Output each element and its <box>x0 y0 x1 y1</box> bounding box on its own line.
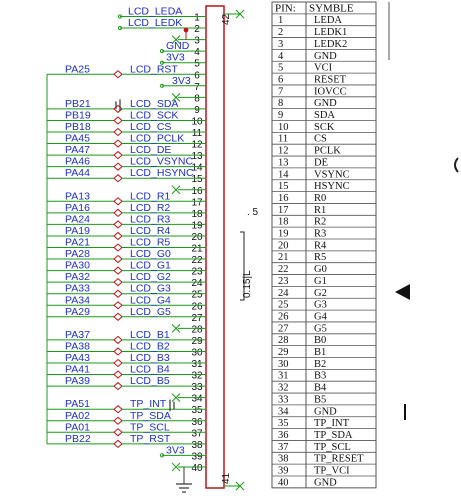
pin-number: 33 <box>191 382 203 394</box>
pin-table-cell-pin: 30 <box>278 358 289 370</box>
pin-table-cell-symbol: R3 <box>314 228 327 240</box>
pin-table-cell-symbol: HSYNC <box>314 181 350 193</box>
pin-number: 12 <box>191 139 203 151</box>
pin-number: 14 <box>191 162 203 174</box>
pin-table-cell-symbol: B5 <box>314 394 327 406</box>
net-label: LCD_SCK <box>130 109 179 122</box>
net-flag <box>114 129 122 136</box>
pin-table-cell-pin: 26 <box>278 311 289 323</box>
pin-table-cell-pin: 3 <box>278 38 284 50</box>
pin-number: 3 <box>194 35 200 47</box>
pin-number: 36 <box>191 416 203 428</box>
net-label: LCD_HSYNC <box>130 167 194 180</box>
mcu-pin-label: PA29 <box>65 305 90 318</box>
pin-table-header-symbol: SYMBLE <box>309 2 354 15</box>
net-label: LCD_DE <box>130 144 172 157</box>
net-label: 3V3 <box>166 51 185 64</box>
mcu-pin-label: PA19 <box>65 224 90 237</box>
pin-table-cell-pin: 34 <box>278 406 289 418</box>
net-label: LCD_B4 <box>130 363 170 376</box>
net-flag <box>114 429 122 436</box>
net-label: 3V3 <box>166 444 185 457</box>
pin-number: 18 <box>191 208 203 220</box>
net-label: LCD_R3 <box>130 213 171 226</box>
pin-number: 19 <box>191 220 203 232</box>
net-flag <box>114 232 122 239</box>
pin-number: 32 <box>191 370 203 382</box>
pin-table-cell-pin: 15 <box>278 181 289 193</box>
pin-table-cell-pin: 17 <box>278 204 289 216</box>
edge-arc <box>455 158 458 172</box>
mcu-pin-label: PA37 <box>65 328 90 341</box>
pin-table-cell-pin: 40 <box>278 477 289 489</box>
pin-table-cell-symbol: RESET <box>314 74 347 86</box>
mcu-pin-label: PA39 <box>65 375 90 388</box>
net-flag <box>114 336 122 343</box>
pin-number: 22 <box>191 255 203 267</box>
pin-number: 11 <box>191 128 203 139</box>
pin-41-number: 41 <box>221 472 232 484</box>
mcu-pin-label: PA01 <box>65 421 90 434</box>
pin-table-header-pin: PIN: <box>275 2 296 15</box>
pin-table-cell-pin: 1 <box>278 15 284 27</box>
pin-table-cell-pin: 18 <box>278 216 289 228</box>
mcu-pin-label: PB21 <box>65 97 91 110</box>
dimension-rot-label: 0.15|L <box>242 270 253 298</box>
pin-table-cell-symbol: B3 <box>314 370 327 382</box>
net-label: LCD_CS <box>130 121 172 133</box>
pin-table-cell-symbol: B2 <box>314 358 327 370</box>
net-flag <box>114 256 122 263</box>
mcu-pin-label: PA28 <box>65 248 90 261</box>
net-flag <box>114 348 122 355</box>
mcu-pin-label: PA51 <box>65 398 90 411</box>
pin-number: 13 <box>191 151 203 163</box>
pin-table-cell-pin: 32 <box>278 382 289 394</box>
pin-table-cell-symbol: SDA <box>314 110 336 121</box>
pin-table-cell-pin: 4 <box>278 50 284 62</box>
pin-table-cell-symbol: GND <box>314 98 337 110</box>
pin-number: 8 <box>194 93 200 105</box>
mcu-pin-label: PA47 <box>65 144 90 157</box>
pin-table-cell-pin: 27 <box>278 323 289 335</box>
net-label: LCD_G1 <box>130 259 171 272</box>
dimension-label: . 5 <box>247 207 259 218</box>
junction-dot <box>184 28 189 33</box>
net-flag <box>114 302 122 309</box>
pin-number: 1 <box>194 12 200 24</box>
pin-table-cell-symbol: G3 <box>314 299 327 311</box>
pin-table-cell-symbol: R5 <box>314 252 327 264</box>
mcu-pin-label: PA43 <box>65 352 90 364</box>
pin-table-cell-symbol: LEDK1 <box>314 27 348 39</box>
mcu-pin-label: PA24 <box>65 213 90 226</box>
pin-table-cell-symbol: B0 <box>314 335 327 347</box>
pin-table-cell-pin: 16 <box>278 192 289 204</box>
pin-table-cell-symbol: G5 <box>314 323 327 335</box>
net-label: TP_SCL <box>130 421 170 434</box>
net-label: GND <box>166 40 190 53</box>
net-flag <box>114 440 122 447</box>
pin-table-cell-pin: 8 <box>278 98 284 110</box>
pin-table-cell-pin: 6 <box>278 74 284 86</box>
pin-table-cell-symbol: SCK <box>314 121 335 133</box>
net-label: LCD_SDA <box>130 97 179 110</box>
net-flag <box>114 71 122 78</box>
net-label: LCD_B3 <box>130 352 170 364</box>
net-flag <box>114 417 122 424</box>
pin-table-cell-symbol: TP_SCL <box>314 441 351 453</box>
net-label: LCD_G5 <box>130 305 171 318</box>
mcu-pin-label: PA33 <box>65 282 90 295</box>
net-flag <box>114 406 122 413</box>
mcu-pin-label: PA32 <box>65 271 90 284</box>
pin-number: 23 <box>191 266 203 278</box>
pin-number: 31 <box>191 359 203 370</box>
mcu-pin-label: PA30 <box>65 259 90 272</box>
pin-number: 26 <box>191 301 203 313</box>
pin-number: 30 <box>191 347 203 359</box>
pin-table-cell-pin: 25 <box>278 299 289 311</box>
net-label: LCD_R4 <box>130 224 171 237</box>
pin-number: 20 <box>191 231 203 243</box>
pin-table-cell-pin: 14 <box>278 169 289 181</box>
pin-table-cell-pin: 37 <box>278 441 289 453</box>
pin-table-cell-pin: 19 <box>278 228 289 240</box>
pin-table-cell-pin: 2 <box>278 27 284 39</box>
net-flag <box>114 209 122 216</box>
pin-table-cell-symbol: TP_INT <box>314 418 349 430</box>
pin-number: 6 <box>194 70 200 82</box>
pin-table-cell-pin: 5 <box>278 62 284 74</box>
net-label: TP_INT <box>130 398 167 411</box>
net-flag <box>114 198 122 205</box>
pin-table-cell-pin: 13 <box>278 157 289 169</box>
pin-table-cell-symbol: B4 <box>314 382 327 394</box>
pin-number: 25 <box>191 289 203 301</box>
pin-table-cell-pin: 31 <box>278 370 289 382</box>
pin-table-cell-symbol: TP_VCI <box>314 465 350 477</box>
pin-table-cell-pin: 39 <box>278 465 289 477</box>
pin-number: 21 <box>191 243 203 255</box>
pin-table-cell-symbol: B1 <box>314 347 327 358</box>
net-label: LCD_G4 <box>130 294 171 307</box>
pointer-triangle <box>395 284 410 300</box>
pin-number: 27 <box>191 312 203 324</box>
mcu-pin-label: PA44 <box>65 167 90 180</box>
net-label: LCD_LEDK <box>128 17 183 30</box>
pin-table-cell-pin: 29 <box>278 347 289 358</box>
pin-table-cell-symbol: R1 <box>314 204 327 216</box>
pin-table-cell-pin: 38 <box>278 453 289 465</box>
mcu-pin-label: PA13 <box>65 190 90 203</box>
mcu-pin-label: PB18 <box>65 121 91 133</box>
pin-number: 15 <box>191 174 203 186</box>
mcu-pin-label: PB22 <box>65 432 91 445</box>
mcu-pin-label: PA16 <box>65 201 90 214</box>
pin-table-cell-pin: 20 <box>278 240 289 252</box>
pin-table-cell-pin: 35 <box>278 418 289 430</box>
pin-table-cell-symbol: TP_SDA <box>314 429 353 441</box>
pin-number: 37 <box>191 428 203 440</box>
net-flag <box>114 175 122 182</box>
net-flag <box>114 267 122 274</box>
mcu-pin-label: PA25 <box>65 63 90 76</box>
pin-table-cell-symbol: DE <box>314 157 328 169</box>
mcu-pin-label: PB19 <box>65 109 91 122</box>
pin-table-cell-pin: 12 <box>278 145 289 157</box>
pin-number: 29 <box>191 335 203 347</box>
pin-number: 5 <box>194 58 200 70</box>
net-flag <box>114 383 122 390</box>
pin-number: 24 <box>191 278 203 290</box>
pin-table-cell-symbol: VSYNC <box>314 169 350 181</box>
pin-number: 35 <box>191 405 203 417</box>
net-flag <box>114 313 122 320</box>
net-label: LCD_G3 <box>130 282 171 295</box>
pin-table-cell-symbol: G1 <box>314 275 327 287</box>
pin-table-cell-pin: 7 <box>278 86 284 98</box>
net-label: LCD_B2 <box>130 340 170 353</box>
pin-number: 39 <box>191 451 203 463</box>
pin-table-cell-symbol: TP_RESET <box>314 453 364 465</box>
pin-table-cell-pin: 9 <box>278 110 284 121</box>
net-flag <box>114 105 122 112</box>
net-label: 3V3 <box>172 74 191 87</box>
pin-number: 10 <box>191 116 203 128</box>
pin-number: 9 <box>194 104 200 116</box>
pin-table-cell-pin: 33 <box>278 394 289 406</box>
net-label: LCD_G0 <box>130 248 171 261</box>
pin-number: 40 <box>191 462 203 474</box>
net-flag <box>114 360 122 367</box>
net-label: LCD_RST <box>130 63 178 76</box>
net-flag <box>114 290 122 297</box>
mcu-pin-label: PA45 <box>65 132 90 145</box>
net-label: LCD_PCLK <box>130 132 185 145</box>
net-label: TP_RST <box>130 432 171 445</box>
net-flag <box>114 371 122 378</box>
net-flag <box>114 244 122 251</box>
pin-table-cell-pin: 11 <box>278 133 289 145</box>
pin-table-cell-pin: 22 <box>278 264 289 276</box>
net-label: LCD_R1 <box>130 190 171 203</box>
pin-table-cell-symbol: LEDA <box>314 15 342 27</box>
net-flag <box>114 221 122 228</box>
mcu-pin-label: PA41 <box>65 363 90 376</box>
pin-table-cell-pin: 10 <box>278 121 289 133</box>
net-label: LCD_LEDA <box>128 5 183 18</box>
pin-table-cell-symbol: GND <box>314 50 337 62</box>
pin-table-cell-symbol: LEDK2 <box>314 38 348 50</box>
net-flag <box>114 117 122 124</box>
pin-table-cell-pin: 21 <box>278 252 289 264</box>
net-label: LCD_R2 <box>130 201 171 214</box>
pin-table-cell-symbol: PCLK <box>314 145 341 157</box>
pin-table-cell-symbol: R2 <box>314 216 327 228</box>
pin-table-cell-pin: 23 <box>278 275 289 287</box>
pin-table-cell-symbol: R4 <box>314 240 327 252</box>
pin-table-cell-symbol: IOVCC <box>314 86 347 98</box>
pin-table-cell-symbol: GND <box>314 477 337 489</box>
mcu-pin-label: PA34 <box>65 294 90 307</box>
pin-number: 7 <box>194 81 200 93</box>
net-label: LCD_R5 <box>130 236 171 249</box>
pin-number: 34 <box>191 393 203 405</box>
pin-table-cell-symbol: G2 <box>314 287 327 299</box>
pin-42-number: 42 <box>221 13 232 25</box>
connector-body <box>206 6 224 488</box>
net-label: LCD_B5 <box>130 375 170 388</box>
mcu-pin-label: PA02 <box>65 409 90 422</box>
pin-table-cell-pin: 28 <box>278 335 289 347</box>
pin-table-cell-symbol: VCI <box>314 62 333 74</box>
pin-number: 38 <box>191 439 203 451</box>
net-label: LCD_B1 <box>130 328 170 341</box>
pin-table-cell-pin: 24 <box>278 287 289 299</box>
mcu-pin-label: PA46 <box>65 155 90 168</box>
pin-number: 28 <box>191 324 203 336</box>
net-flag <box>114 163 122 170</box>
pin-number: 17 <box>191 197 203 209</box>
pin-number: 4 <box>194 47 200 59</box>
net-flag <box>114 152 122 159</box>
pin-number: 16 <box>191 185 203 197</box>
pin-number: 2 <box>194 24 200 36</box>
pin-table-cell-symbol: G4 <box>314 311 327 323</box>
pin-table-cell-symbol: G0 <box>314 264 327 276</box>
net-flag <box>114 140 122 147</box>
net-label: TP_SDA <box>130 409 171 422</box>
net-label: LCD_G2 <box>130 271 171 284</box>
pin-table-cell-symbol: GND <box>314 406 337 418</box>
net-flag <box>114 279 122 286</box>
pin-table-cell-pin: 36 <box>278 429 289 441</box>
pin-table-cell-symbol: CS <box>314 133 327 145</box>
mcu-pin-label: PA38 <box>65 340 90 353</box>
pin-table-cell-symbol: R0 <box>314 192 327 204</box>
mcu-pin-label: PA21 <box>65 236 90 249</box>
net-label: LCD_VSYNC <box>130 155 194 168</box>
